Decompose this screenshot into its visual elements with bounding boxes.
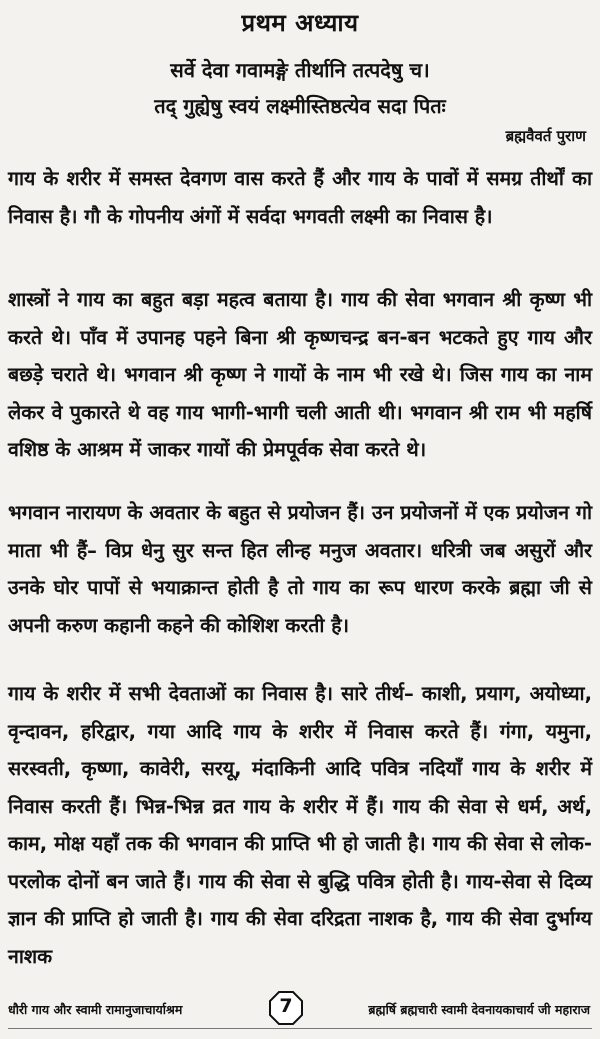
paragraph-4: गाय के शरीर में सभी देवताओं का निवास है। सारे तीर्थ– काशी, प्रयाग, अयोध्या, वृन्दावन, हरिद्वार, गया आदि गाय के शरीर में निवास करते हैं। गंगा, यमुना, सरस्वती, कृष्णा, कावेरी, सरयू, मंदाकिनी आदि पवित्र नदियाँ गाय के शरीर में निवास करती हैं। भिन्न-भिन्न व्रत गाय के शरीर में हैं। गाय की सेवा से धर्म, अर्थ, काम, मोक्ष यहाँ तक की भगवान की प्राप्ति भी हो जाती है। गाय की सेवा से लोक-परलोक दोनों बन जाते हैं। गाय की सेवा से बुद्धि पवित्र होती है। गाय-सेवा से दिव्य ज्ञान की प्राप्ति हो जाती है। गाय की सेवा दरिद्रता नाशक है, गाय की सेवा दुर्भाग्य नाशक (8, 682, 592, 968)
footer-author: ब्रह्मर्षि ब्रह्मचारी स्वामी देवनायकाचार्य जी महाराज (368, 1002, 590, 1017)
paragraph-3: भगवान नारायण के अवतार के बहुत से प्रयोजन हैं। उन प्रयोजनों में एक प्रयोजन गो माता भी हैं– विप्र धेनु सुर सन्त हित लीन्ह मनुज अवतार। धरित्री जब असुरों और उनके घोर पापों से भयाक्रान्त होती है तो गाय का रूप धारण करके ब्रह्मा जी से अपनी करुण कहानी कहने की कोशिश करती है। (8, 501, 592, 637)
chapter-title: प्रथम अध्याय (241, 9, 359, 37)
paragraph-2: शास्त्रों ने गाय का बहुत बड़ा महत्व बताया है। गाय की सेवा भगवान श्री कृष्ण भी करते थे। पाँव में उपानह पहने बिना श्री कृष्णचन्द्र बन-बन भटकते हुए गाय और बछड़े चराते थे। भगवान श्री कृष्ण ने गायों के नाम भी रखे थे। जिस गाय का नाम लेकर वे पुकारते थे वह गाय भागी-भागी चली आती थी। भगवान श्री राम भी महर्षि वशिष्ठ के आश्रम में जाकर गायों की प्रेमपूर्वक सेवा करते थे। (8, 288, 592, 461)
page-footer (0, 990, 600, 1030)
page-number-badge (268, 990, 304, 1026)
footer-book-title: धौरी गाय और स्वामी रामानुजाचार्याश्रम (8, 1002, 183, 1017)
footer-rule (8, 1028, 592, 1029)
verse-line-2: तद् गुह्येषु स्वयं लक्ष्मीस्तिष्ठत्येव सदा पितः (154, 94, 446, 118)
page-number: 7 (279, 995, 293, 1017)
verse-source: ब्रह्मवैवर्त पुराण (505, 127, 586, 145)
verse-line-1: सर्वे देवा गवामङ्गे तीर्थानि तत्पदेषु च। (170, 58, 430, 82)
paragraph-1: गाय के शरीर में समस्त देवगण वास करते हैं और गाय के पावों में समग्र तीर्थों का निवास है। गौ के गोपनीय अंगों में सर्वदा भगवती लक्ष्मी का निवास है। (8, 167, 592, 228)
